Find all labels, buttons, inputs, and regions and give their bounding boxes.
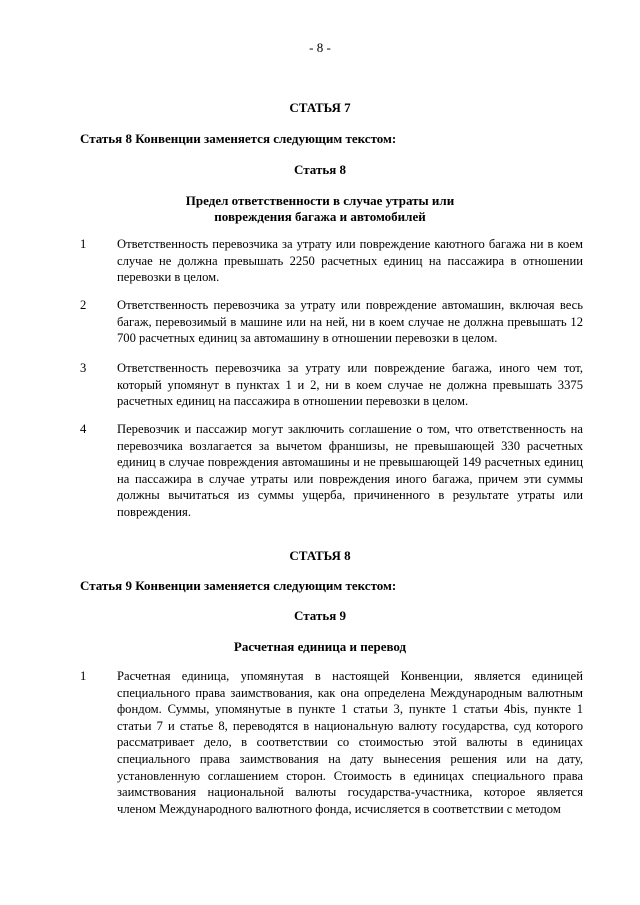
paragraph-number: 2	[80, 298, 87, 312]
paragraph-text: Расчетная единица, упомянутая в настоящей Конвенции, является единицей специального права заимствования, как она определена Международным валютным фондом. Суммы, упомянутые в пункте 1 статьи 3, пункте 1 статьи 4bis, пункте 1 статьи 7 и статье 8, переводятся в национальную валюту государства, суд которого рассматривает дело, в соответствии со стоимостью этой валюты в единицах специального права заимствования на дату вынесения решения или на дату, установленную соглашением сторон. Стоимость в единицах специального права заимствования национальной валюты государства-участника, которое является членом Международного валютного фонда, исчисляется в соответствии с методом	[117, 669, 583, 816]
paragraph-text: Перевозчик и пассажир могут заключить соглашение о том, что ответственность на перевозчика возлагается за вычетом франшизы, не превышающей 330 расчетных единиц в случае повреждения автомашины и не превышающей 149 расчетных единиц на пассажира в случае утраты или повреждения иного багажа, причем эти суммы должны вычитаться из суммы ущерба, причиненного в результате утраты или повреждения.	[117, 422, 583, 519]
article-8-subheading: Статья 9	[294, 608, 346, 623]
paragraph-text: Ответственность перевозчика за утрату или повреждение автомашин, включая весь багаж, перевозимый в машине или на ней, ни в коем случае не должна превышать 12 700 расчетных единиц за автомашину в отношении перевозки в целом.	[117, 298, 583, 346]
paragraph-text: Ответственность перевозчика за утрату или повреждение багажа, иного чем тот, который упомянут в пунктах 1 и 2, ни в коем случае не должна превышать 3375 расчетных единиц на пассажира в отношении перевозки в целом.	[117, 361, 583, 409]
paragraph-text: Ответственность перевозчика за утрату или повреждение каютного багажа ни в коем случае не должна превышать 2250 расчетных единиц на пассажира в отношении перевозки в целом.	[117, 237, 583, 285]
page-number: - 8 -	[309, 40, 331, 55]
paragraph-number: 1	[80, 237, 87, 251]
article-8-heading: СТАТЬЯ 8	[289, 548, 351, 563]
article-7-heading: СТАТЬЯ 7	[289, 100, 351, 115]
article-7-lead: Статья 8 Конвенции заменяется следующим текстом:	[80, 131, 397, 146]
article-8-lead: Статья 9 Конвенции заменяется следующим текстом:	[80, 578, 397, 593]
paragraph-number: 3	[80, 361, 87, 375]
article-7-subheading: Статья 8	[294, 162, 346, 177]
article-8-title: Расчетная единица и перевод	[233, 639, 407, 654]
article-7-title-line2: повреждения багажа и автомобилей	[214, 209, 426, 224]
paragraph-number: 4	[80, 422, 87, 436]
article-7-title-line1: Предел ответственности в случае утраты или	[185, 193, 455, 208]
paragraph-number: 1	[80, 669, 87, 683]
